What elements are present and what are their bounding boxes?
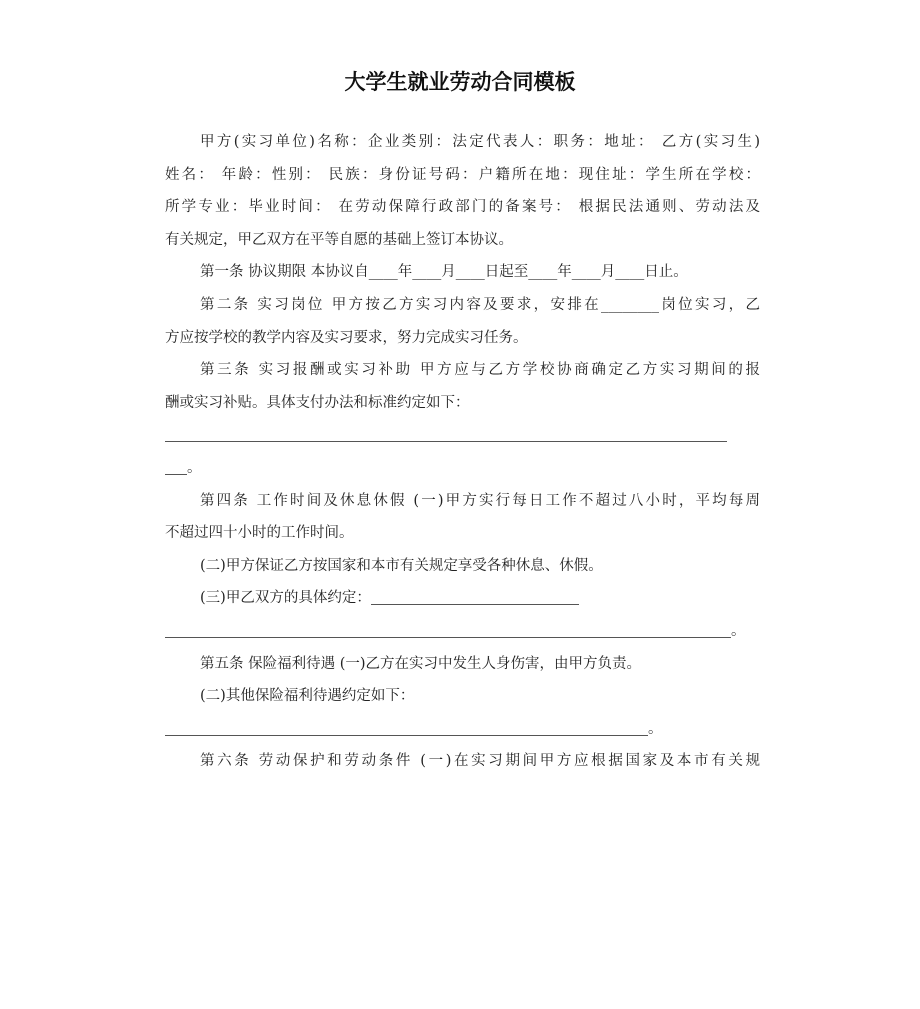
- article-2-line: 方应按学校的教学内容及实习要求，努力完成实习任务。: [165, 329, 528, 346]
- period-mark: 。: [731, 622, 746, 639]
- underline-blank: [165, 456, 187, 475]
- article-4-line: 不超过四十小时的工作时间。: [165, 525, 354, 542]
- article-3-line: 酬或实习补贴。具体支付办法和标准约定如下：: [165, 394, 470, 411]
- clause-text: (三)甲乙双方的具体约定：: [200, 590, 371, 607]
- period-mark: 。: [187, 459, 202, 476]
- document-title: 大学生就业劳动合同模板: [344, 70, 576, 94]
- underline-blank: [165, 619, 731, 638]
- paragraph-line: 甲方(实习单位)名称：企业类别：法定代表人：职务：地址： 乙方(实习生): [200, 134, 760, 150]
- article-5-clause: (二)其他保险福利待遇约定如下：: [200, 688, 415, 705]
- article-4-line: 第四条 工作时间及休息休假 (一)甲方实行每日工作不超过八小时，平均每周: [200, 492, 760, 509]
- article-4-clause: (二)甲方保证乙方按国家和本市有关规定享受各种休息、休假。: [200, 557, 603, 574]
- paragraph-line: 所学专业：毕业时间： 在劳动保障行政部门的备案号： 根据民法通则、劳动法及: [165, 199, 760, 216]
- article-6-line: 第六条 劳动保护和劳动条件 (一)在实习期间甲方应根据国家及本市有关规: [200, 753, 760, 770]
- article-3-line: 第三条 实习报酬或实习补助 甲方应与乙方学校协商确定乙方实习期间的报: [200, 362, 760, 379]
- underline-blank: [165, 423, 727, 442]
- period-mark: 。: [648, 720, 663, 737]
- article-1-line: 第一条 协议期限 本协议自____年____月____日起至____年____月____日止。: [200, 264, 688, 281]
- article-5-line: 第五条 保险福利待遇 (一)乙方在实习中发生人身伤害，由甲方负责。: [200, 655, 642, 672]
- underline-blank: [371, 586, 579, 605]
- paragraph-line: 姓名： 年龄：性别： 民族：身份证号码：户籍所在地：现住址：学生所在学校：: [165, 166, 760, 183]
- blank-fill-line: [165, 423, 760, 456]
- blank-fill-line: [165, 619, 760, 652]
- paragraph-line: 有关规定，甲乙双方在平等自愿的基础上签订本协议。: [165, 231, 513, 248]
- document-body: [165, 130, 760, 782]
- blank-fill-line: [165, 456, 760, 489]
- blank-fill-line: [165, 717, 760, 750]
- underline-blank: [165, 717, 648, 736]
- article-2-line: 第二条 实习岗位 甲方按乙方实习内容及要求，安排在________岗位实习，乙: [200, 296, 760, 313]
- article-4-clause: [165, 586, 760, 619]
